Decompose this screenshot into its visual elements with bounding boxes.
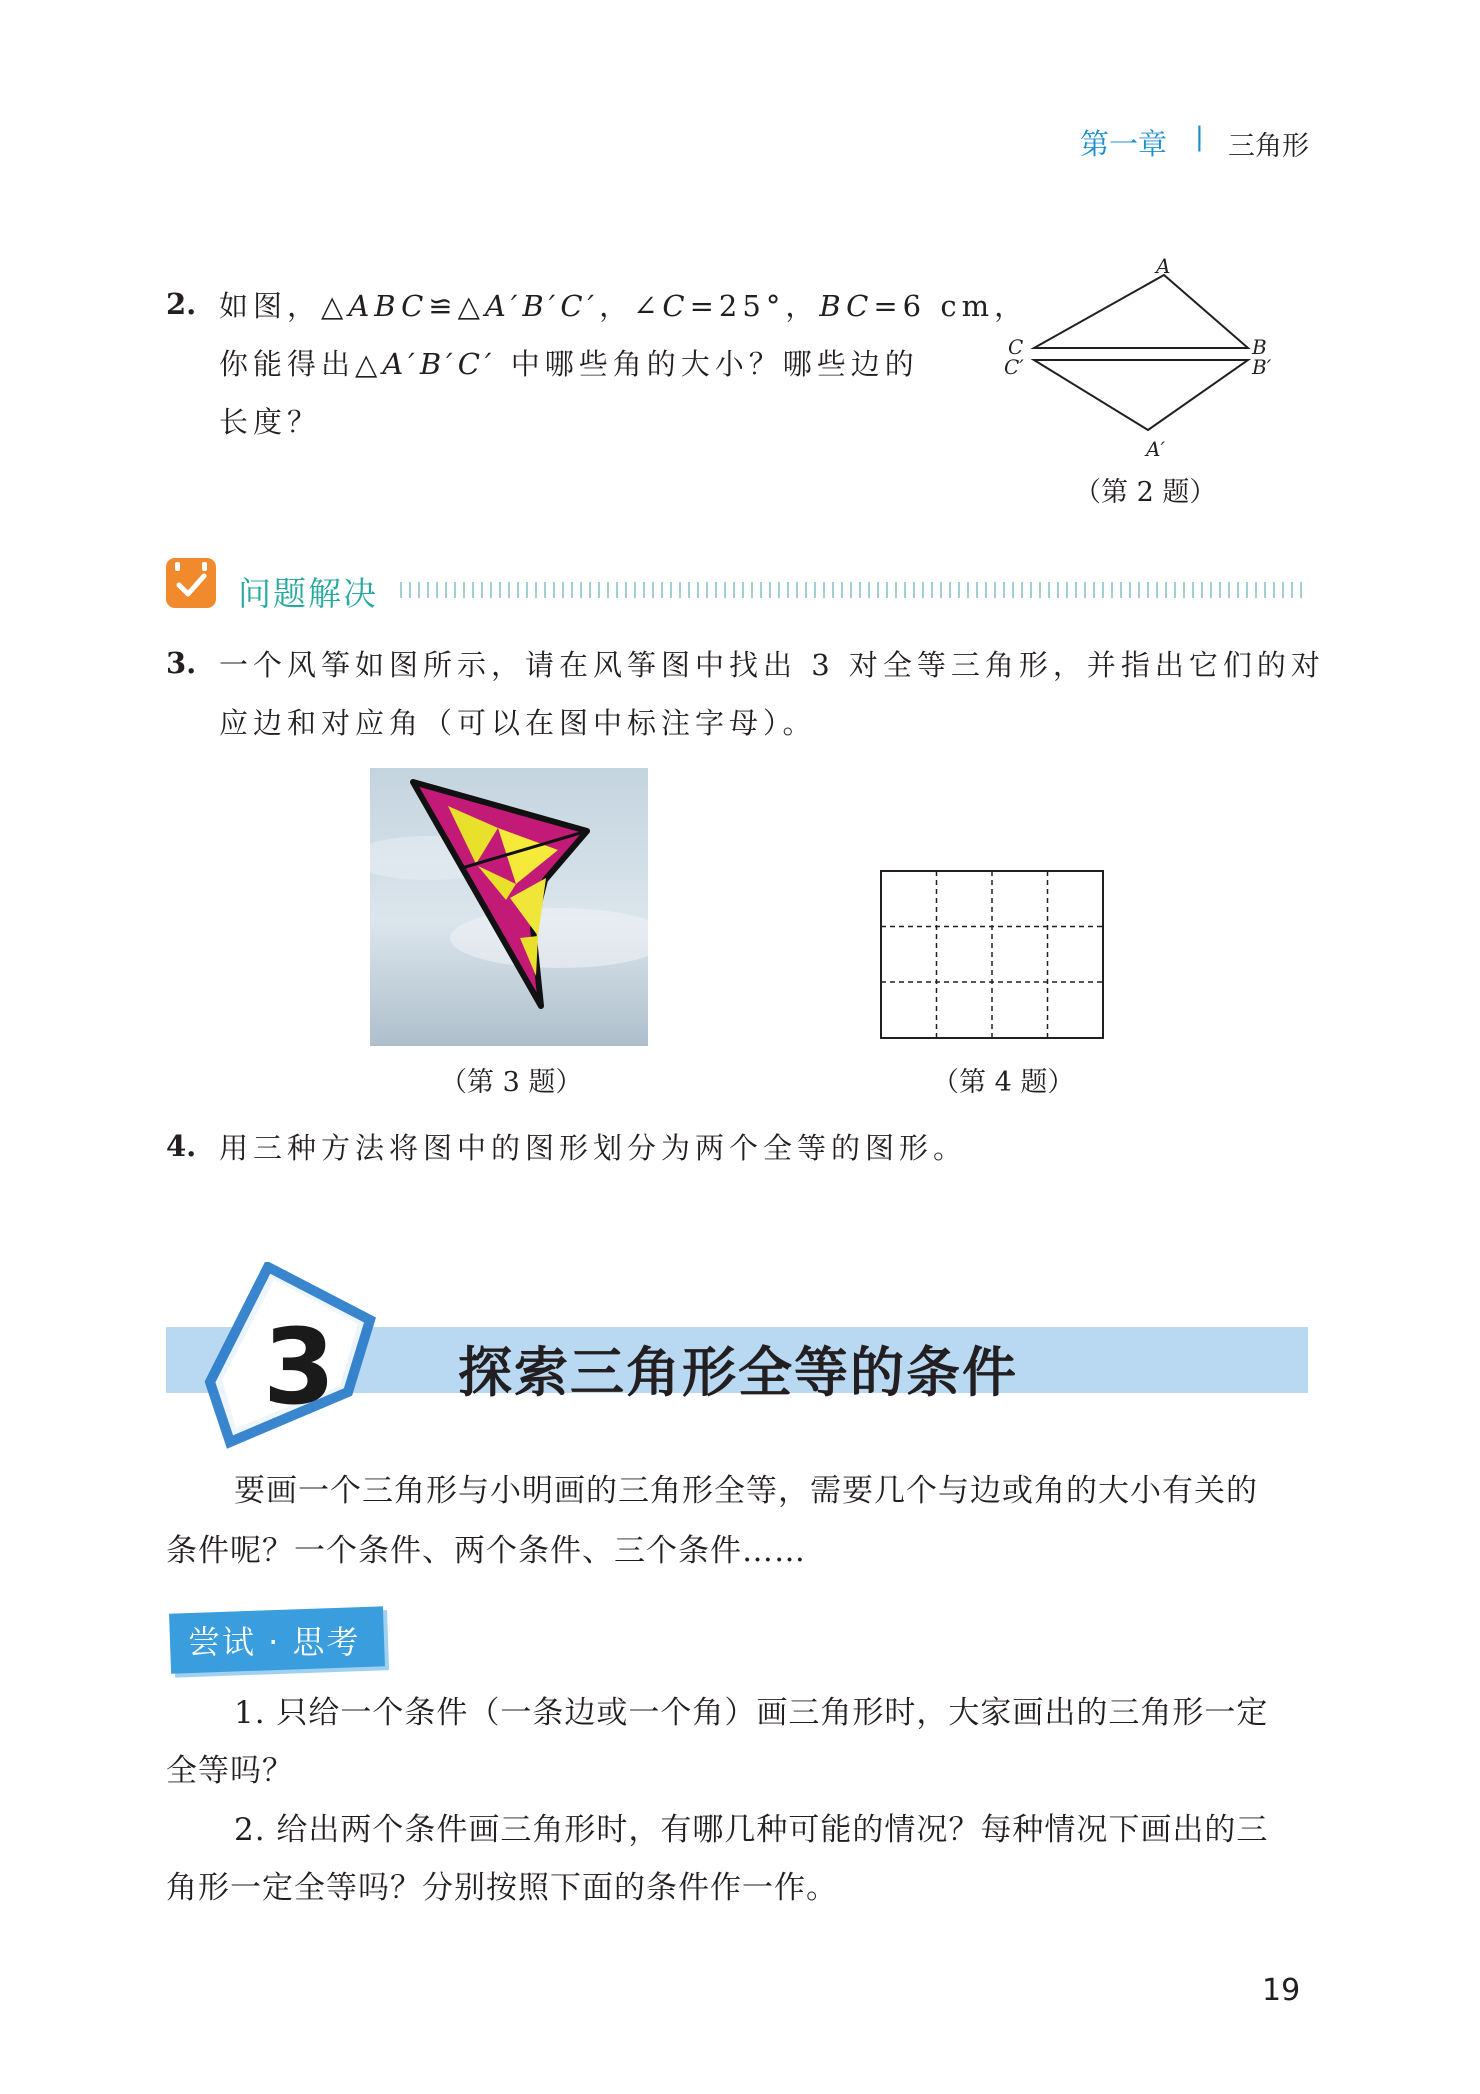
kite-photo: [370, 768, 648, 1046]
question-2-line-3: 长度？: [219, 405, 322, 439]
header-separator: |: [1195, 122, 1204, 152]
dotted-divider: [400, 582, 1308, 598]
question-2-line-1: 如图，△ABC≌△A′B′C′，∠C=25°，BC=6 cm，: [219, 289, 1029, 323]
try-think-p1-line-2: 全等吗？: [166, 1753, 294, 1789]
label-a: A: [1156, 254, 1171, 278]
question-2-line-2: 你能得出△A′B′C′ 中哪些角的大小？哪些边的: [219, 347, 919, 381]
label-a-prime: A′: [1146, 437, 1165, 461]
intro-line-2: 条件呢？一个条件、两个条件、三个条件……: [166, 1533, 806, 1569]
figure-caption-q2: （第 2 题）: [1074, 477, 1217, 508]
figure-caption-q4: （第 4 题）: [932, 1067, 1075, 1098]
try-think-label: 尝试 · 思考: [188, 1623, 361, 1661]
label-b-prime: B′: [1252, 355, 1272, 379]
question-number: 4.: [166, 1129, 197, 1163]
intro-line-1: 要画一个三角形与小明画的三角形全等，需要几个与边或角的大小有关的: [234, 1473, 1258, 1509]
checklist-icon: [166, 558, 216, 608]
congruent-triangles-figure: [980, 250, 1300, 465]
try-think-p1-line-1: 1. 只给一个条件（一条边或一个角）画三角形时，大家画出的三角形一定: [234, 1695, 1269, 1731]
try-think-p2-line-2: 角形一定全等吗？分别按照下面的条件作一作。: [166, 1870, 838, 1906]
question-number: 2.: [166, 287, 197, 321]
section-number: 3: [263, 1306, 336, 1428]
header-title: 三角形: [1228, 131, 1309, 162]
grid-dashed-lines: [881, 871, 1103, 1038]
triangle-abc: [1034, 275, 1248, 348]
section-title: 探索三角形全等的条件: [458, 1340, 1018, 1404]
label-b: B: [1252, 335, 1267, 359]
label-c-prime: C′: [1004, 355, 1024, 379]
try-think-p2-line-1: 2. 给出两个条件画三角形时，有哪几种可能的情况？每种情况下画出的三: [234, 1812, 1269, 1848]
triangle-a-prime-b-prime-c-prime: [1034, 360, 1248, 430]
question-3-line-1: 一个风筝如图所示，请在风筝图中找出 3 对全等三角形，并指出它们的对: [219, 648, 1325, 682]
question-3-line-2: 应边和对应角（可以在图中标注字母）。: [219, 706, 817, 740]
header-chapter: 第一章: [1080, 127, 1168, 161]
question-number: 3.: [166, 646, 197, 680]
problem-solving-label: 问题解决: [238, 574, 378, 613]
page-number: 19: [1262, 1973, 1301, 2008]
rectangle-grid-figure: [880, 870, 1104, 1040]
label-c: C: [1008, 335, 1024, 359]
question-4-text: 用三种方法将图中的图形划分为两个全等的图形。: [219, 1131, 968, 1165]
figure-caption-q3: （第 3 题）: [440, 1067, 583, 1098]
